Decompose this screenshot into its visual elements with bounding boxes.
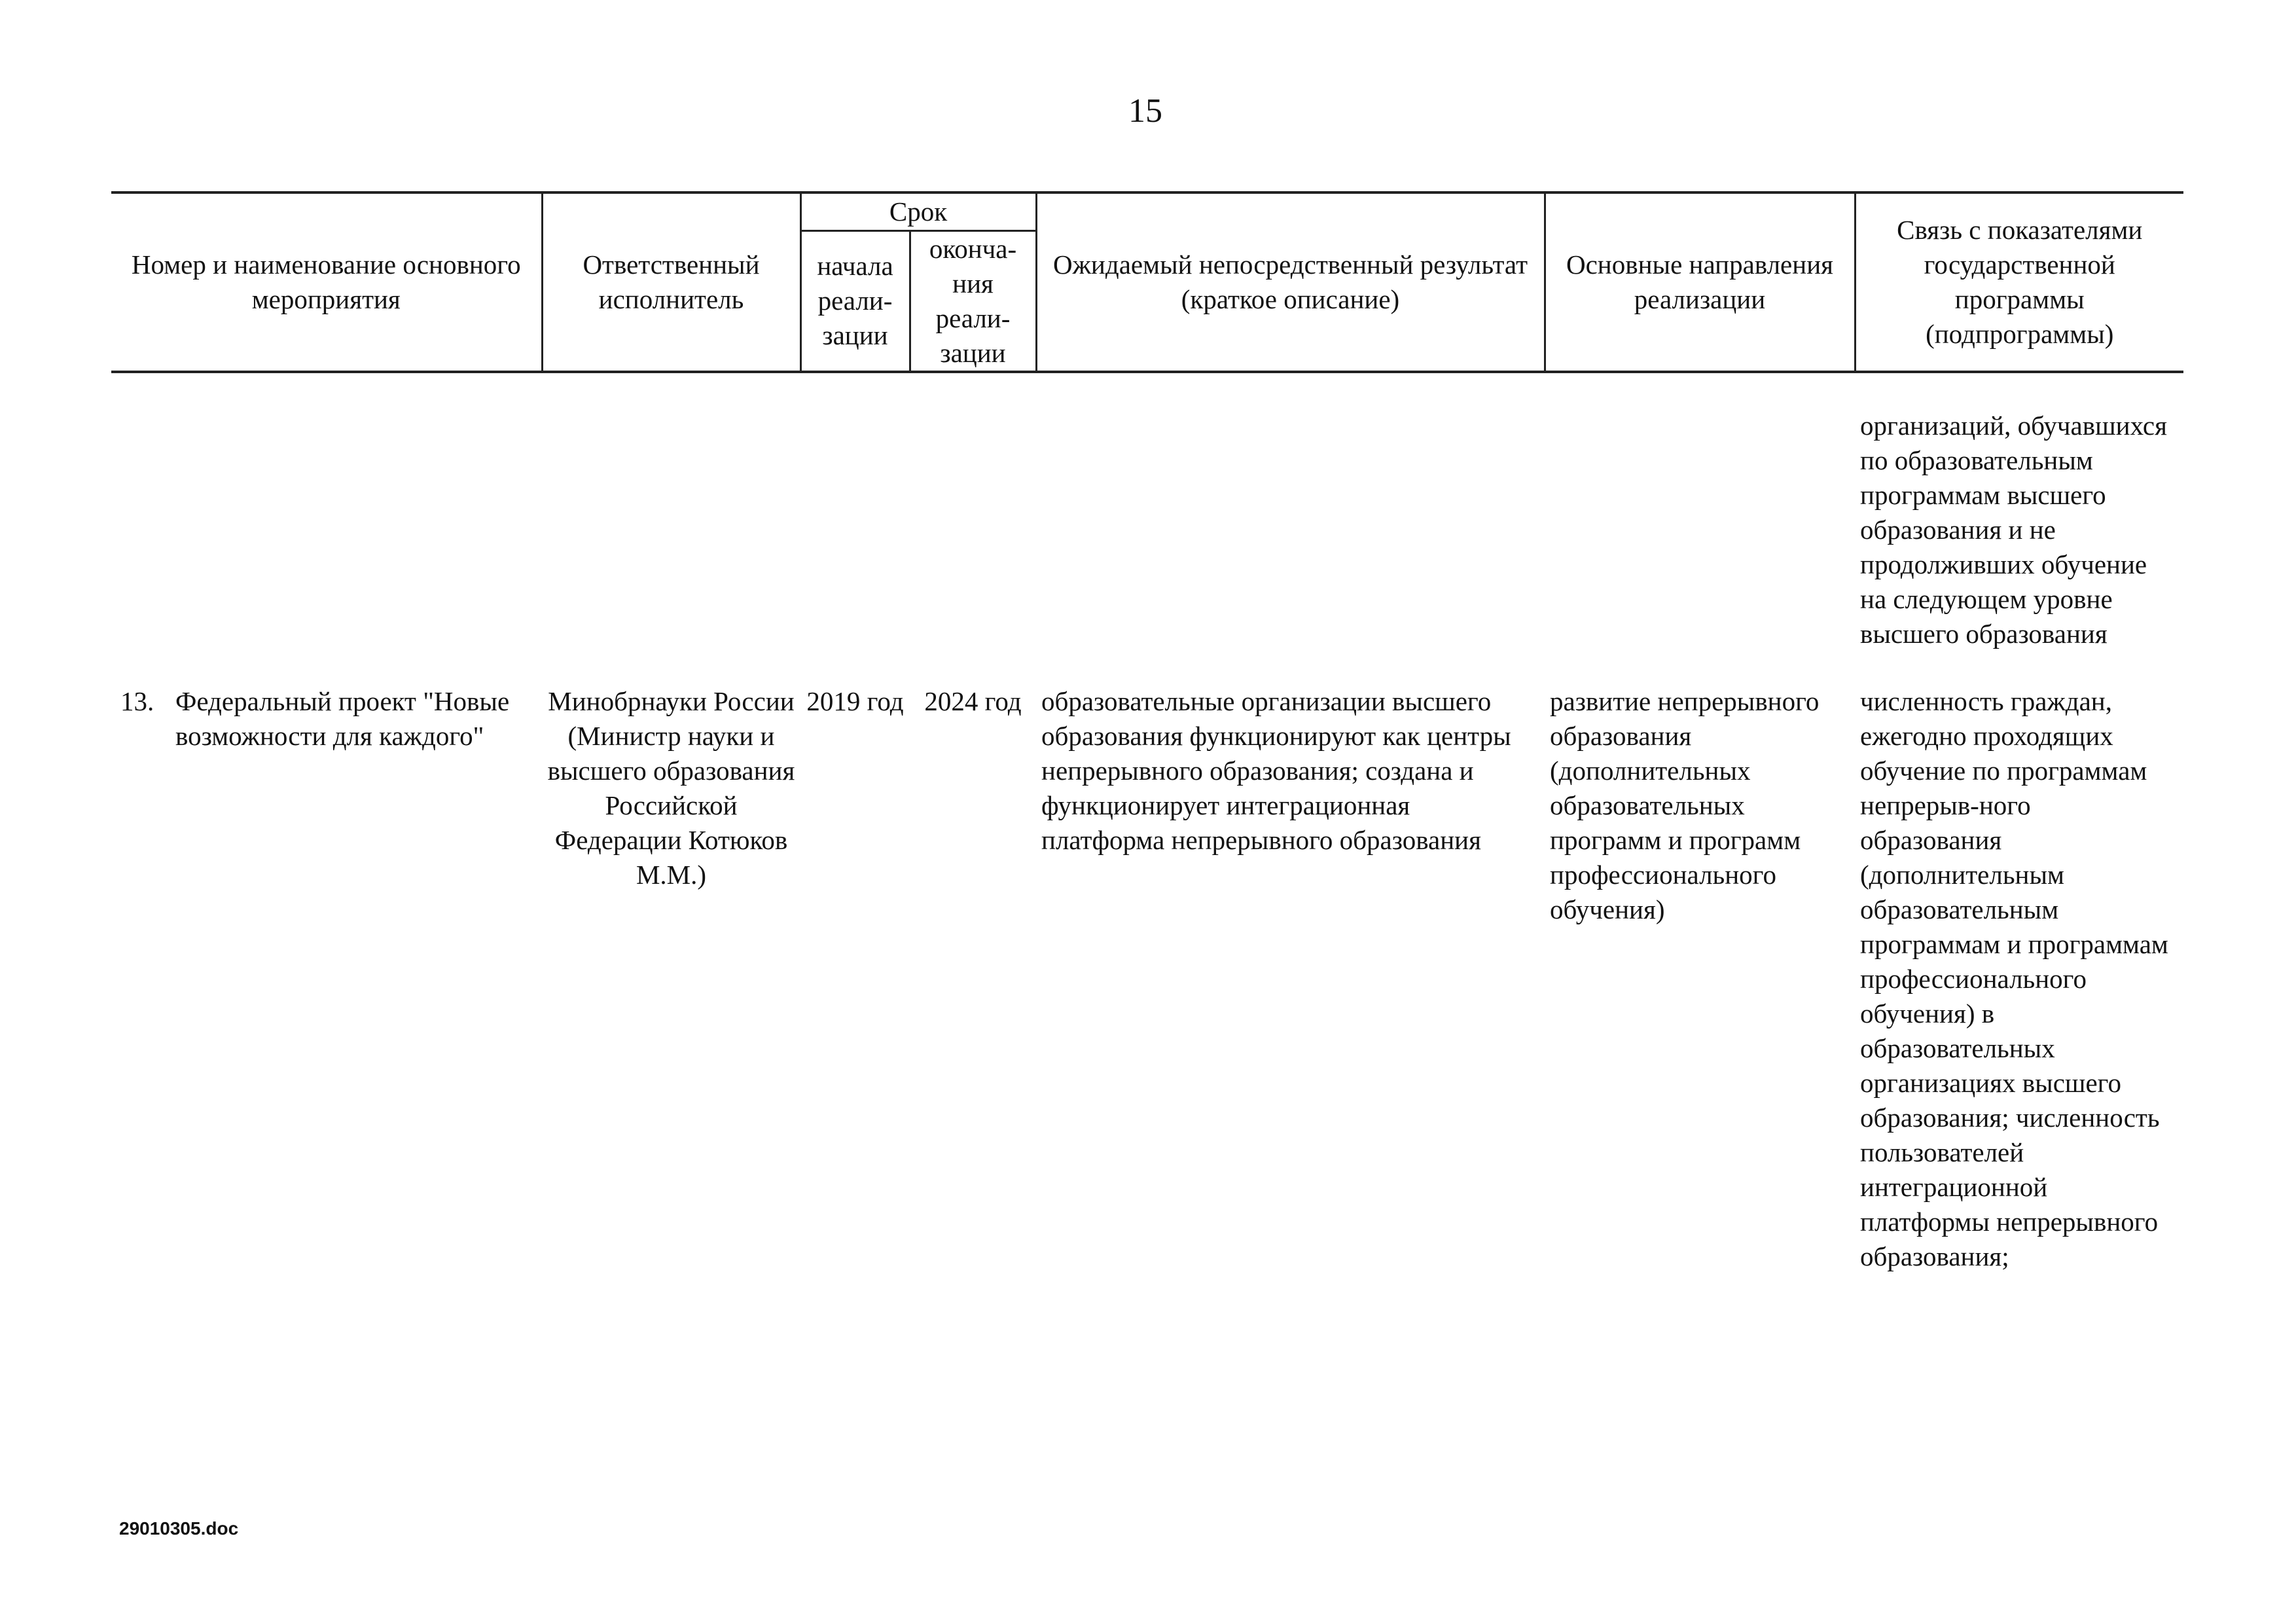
header-term: Срок	[800, 192, 1036, 230]
page-number: 15	[1128, 92, 1162, 130]
row-name: Федеральный проект "Новые возможности для каждого"	[175, 685, 510, 751]
row-result: образовательные организации высшего образования функционируют как центры непрерывного образования; создана и функционирует интеграционная платформа непрерывного образования	[1041, 685, 1511, 855]
header-result: Ожидаемый непосредственный результат (краткое описание)	[1036, 192, 1545, 372]
header-name: Номер и наименование основного мероприятия	[111, 192, 542, 372]
header-link: Связь с показателями государственной программы (подпрограммы)	[1855, 192, 2183, 372]
row-directions: развитие непрерывного образования (дополнительных образовательных программ и программ профессионального обучения)	[1550, 685, 1820, 924]
header-end: оконча-ния реали-зации	[910, 230, 1036, 372]
header-executor: Ответственный исполнитель	[542, 192, 800, 372]
row-number: 13.	[120, 685, 154, 716]
row-start: 2019 год	[806, 685, 904, 716]
continuation-row	[111, 372, 2183, 684]
row-executor: Минобрнауки России (Министр науки и высшего образования Российской Федерации Котюков М.М.)	[547, 685, 795, 890]
row-end: 2024 год	[924, 685, 1022, 716]
footer-doc-code: 29010305.doc	[119, 1518, 239, 1539]
row-link: численность граждан, ежегодно проходящих обучение по программам непрерыв-ного образования (дополнительным образовательным программам и программам профессионального обучения) в образовательных организациях высшего образования; численность пользователей интеграционной платформы непрерывного образования;	[1860, 685, 2168, 1271]
table-row	[111, 684, 2183, 1274]
header-start: начала реали-зации	[800, 230, 910, 372]
continuation-link-text: организаций, обучавшихся по образовательным программам высшего образования и не продолживших обучение на следующем уровне высшего образования	[1860, 410, 2167, 649]
table-header	[111, 192, 2183, 372]
header-directions: Основные направления реализации	[1545, 192, 1855, 372]
program-table	[111, 191, 2183, 1274]
